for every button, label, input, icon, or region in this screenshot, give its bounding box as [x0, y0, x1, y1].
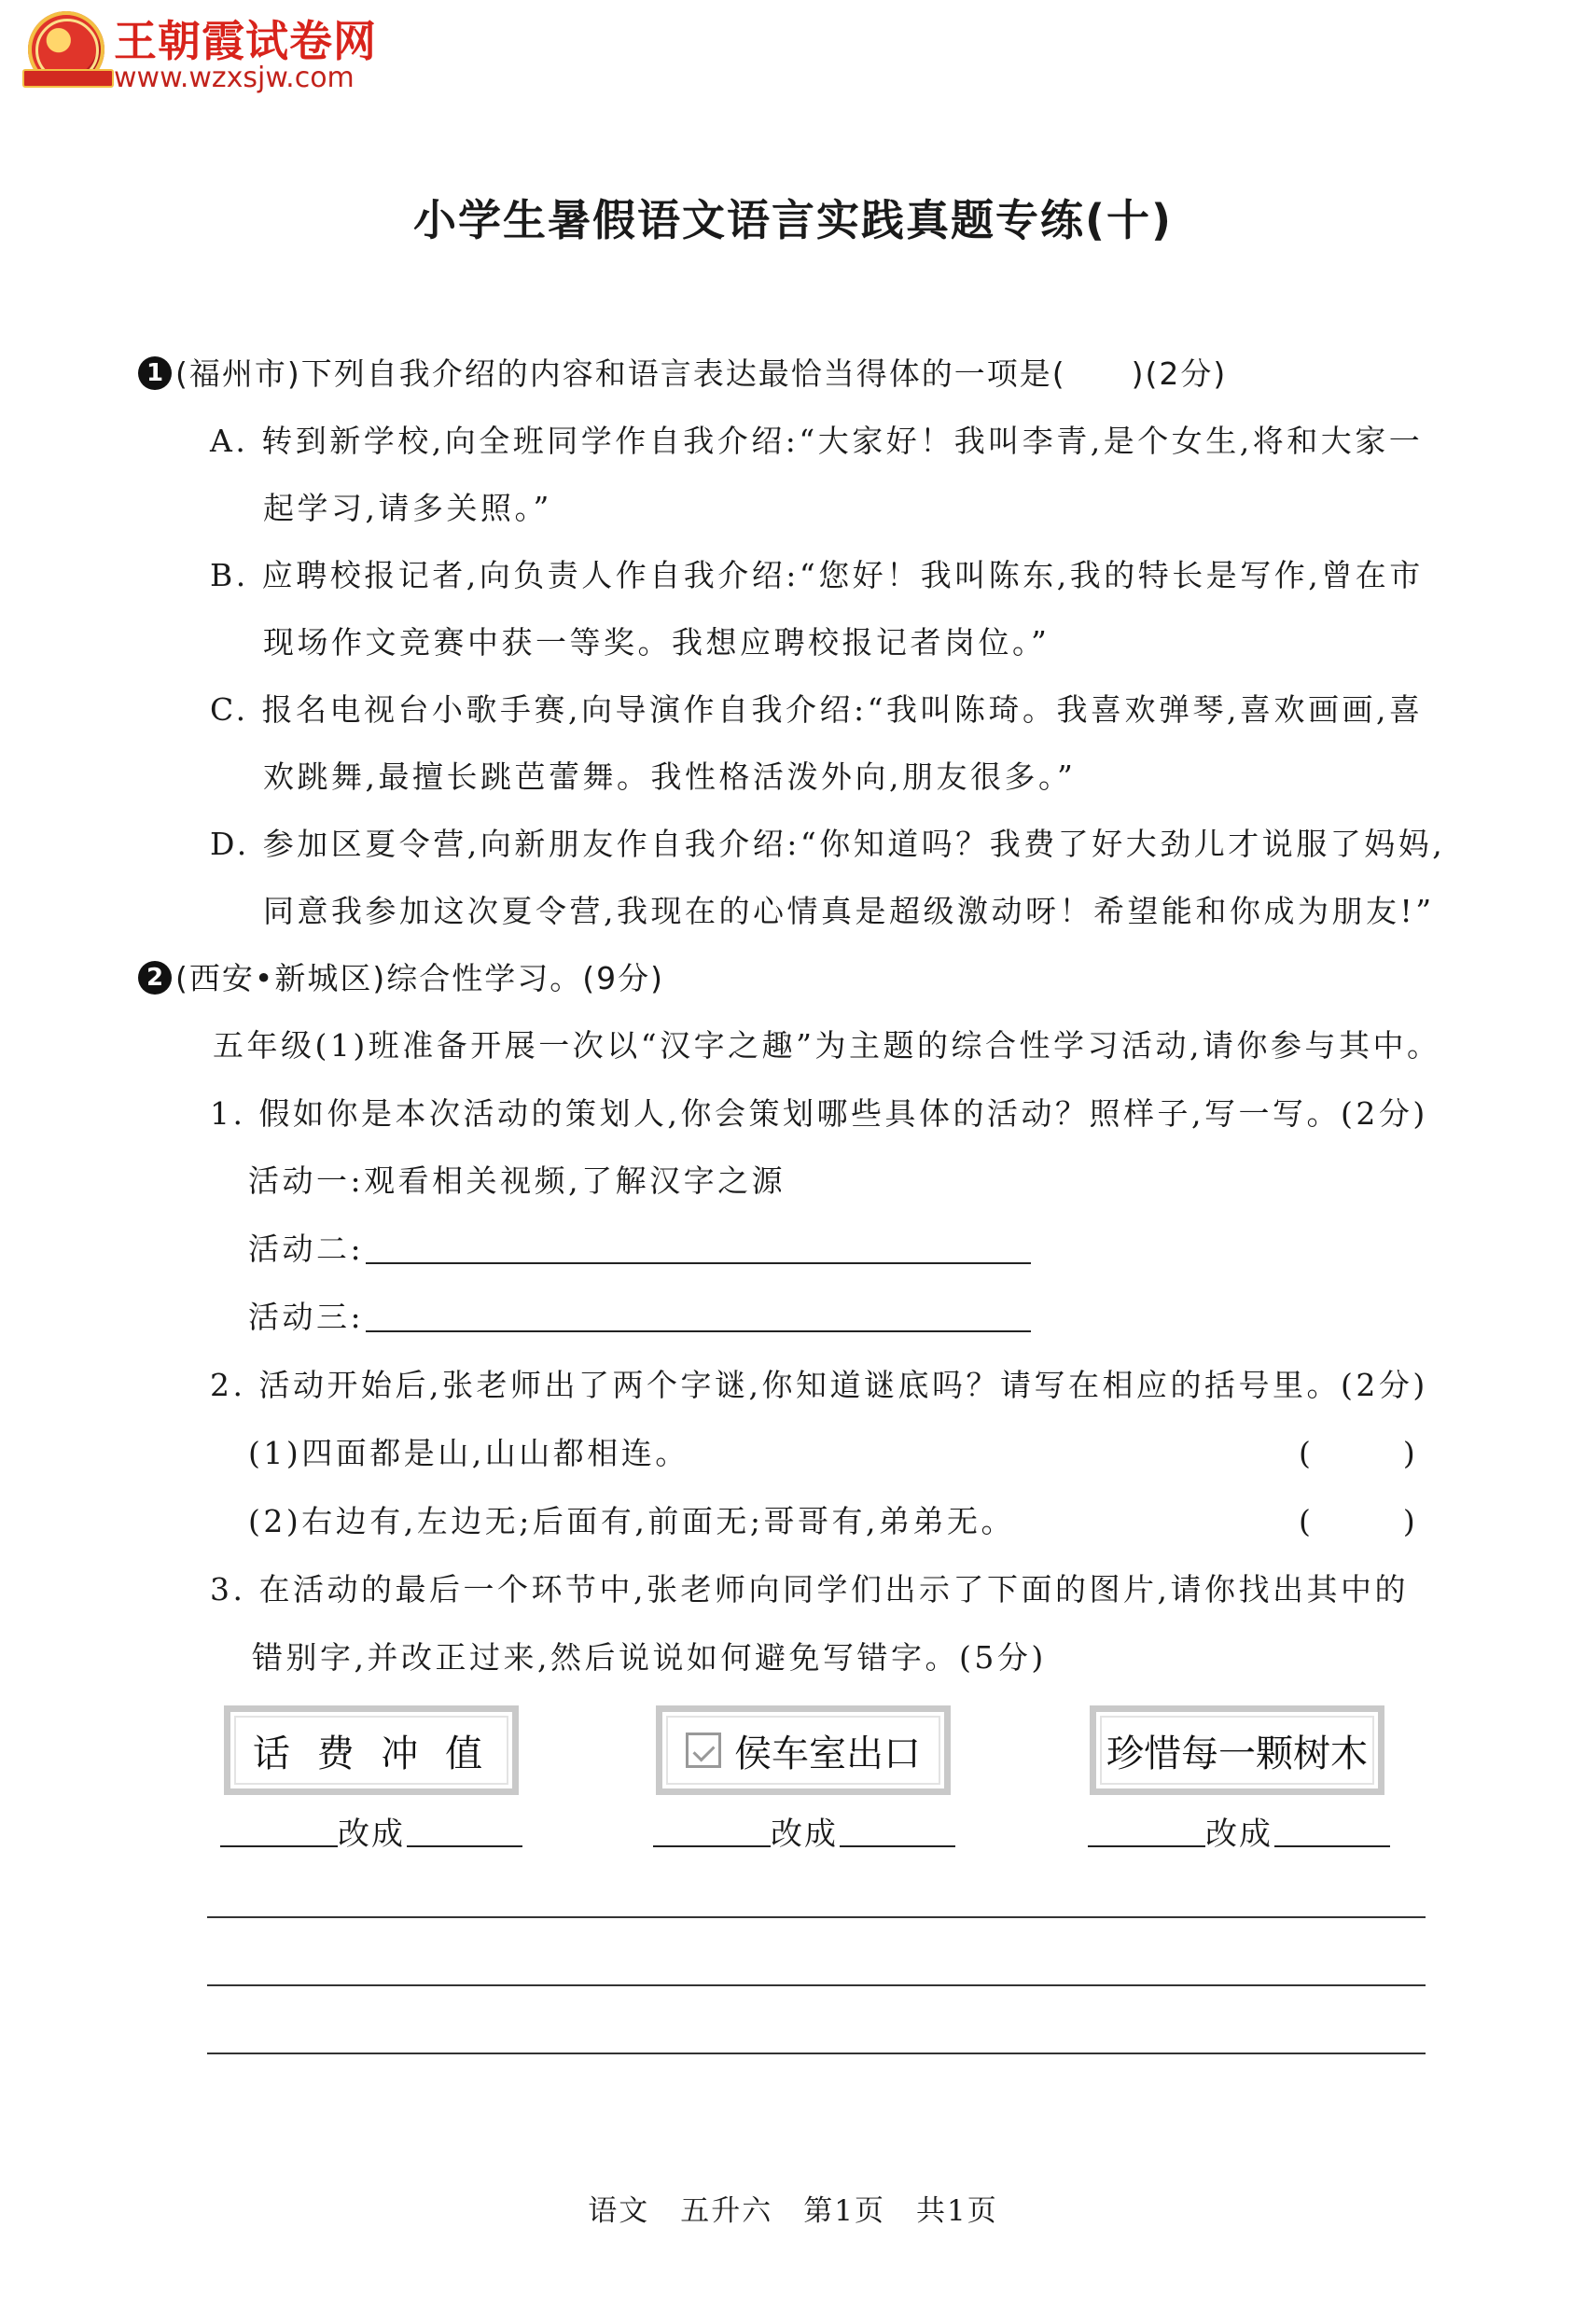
change-to-label: 改成 [1205, 1816, 1273, 1853]
card-1-wrong-char-blank[interactable] [220, 1845, 338, 1847]
sign-card-cherish-trees [1090, 1705, 1384, 1795]
card-1-correct-char-blank[interactable] [407, 1845, 522, 1847]
activity-3-answer-blank[interactable] [366, 1330, 1031, 1332]
option-b-line1: B. 应聘校报记者,向负责人作自我介绍:“您好！我叫陈东,我的特长是写作,曾在市 [210, 557, 1424, 593]
page-footer: 语文 五升六 第1页 共1页 [588, 2194, 998, 2228]
brand-url[interactable]: www.wzxsjw.com [114, 62, 355, 94]
card-2-correct-char-blank[interactable] [840, 1845, 955, 1847]
option-c-line2: 欢跳舞,最擅长跳芭蕾舞。我性格活泼外向,朋友很多。” [263, 758, 1077, 795]
change-to-label: 改成 [338, 1816, 405, 1853]
answer-line-2[interactable] [207, 1984, 1426, 1986]
option-d-line2: 同意我参加这次夏令营,我现在的心情真是超级激动呀！希望能和你成为朋友!” [263, 893, 1435, 929]
brand-name: 王朝霞试卷网 [114, 16, 377, 66]
activity-2-answer-blank[interactable] [366, 1262, 1031, 1264]
sign-card-waiting-room-exit [656, 1705, 951, 1795]
answer-line-3[interactable] [207, 2053, 1426, 2054]
option-a-line2: 起学习,请多关照。” [263, 490, 552, 526]
question-2-intro: 五年级(1)班准备开展一次以“汉字之趣”为主题的综合性学习活动,请你参与其中。 [213, 1027, 1441, 1064]
change-to-label: 改成 [771, 1816, 838, 1853]
option-c-line1: C. 报名电视台小歌手赛,向导演作自我介绍:“我叫陈琦。我喜欢弹琴,喜欢画画,喜 [210, 691, 1424, 728]
riddle-2-answer-parens[interactable]: ( ) [1299, 1503, 1415, 1539]
question-2-stem [138, 954, 664, 998]
seal-logo-icon [28, 11, 104, 88]
sign-card-text: 话 费 冲 值 [252, 1732, 491, 1775]
sign-card-text: 侯车室出口 [734, 1732, 921, 1775]
option-b-line2: 现场作文竞赛中获一等奖。我想应聘校报记者岗位。” [263, 624, 1050, 661]
riddle-1-answer-parens[interactable]: ( ) [1299, 1435, 1415, 1471]
question-number-badge: 2 [138, 961, 172, 995]
activity-1-example: 活动一:观看相关视频,了解汉字之源 [248, 1162, 786, 1199]
sub-question-3-line2: 错别字,并改正过来,然后说说如何避免写错字。(5分) [252, 1639, 1047, 1676]
riddle-1: (1)四面都是山,山山都相连。 [248, 1435, 689, 1471]
sub-question-1: 1. 假如你是本次活动的策划人,你会策划哪些具体的活动？照样子,写一写。(2分) [210, 1095, 1428, 1132]
riddle-2: (2)右边有,左边无;后面有,前面无;哥哥有,弟弟无。 [248, 1503, 1015, 1539]
exit-door-icon [686, 1733, 721, 1768]
activity-3-label: 活动三: [248, 1299, 365, 1335]
option-d-line1: D. 参加区夏令营,向新朋友作自我介绍:“你知道吗？我费了好大劲儿才说服了妈妈, [210, 826, 1446, 862]
card-3-correct-char-blank[interactable] [1274, 1845, 1390, 1847]
page-title: 小学生暑假语文语言实践真题专练(十) [412, 195, 1174, 245]
sign-card-phone-recharge [224, 1705, 519, 1795]
card-2-wrong-char-blank[interactable] [653, 1845, 771, 1847]
sub-question-2: 2. 活动开始后,张老师出了两个字谜,你知道谜底吗？请写在相应的括号里。(2分) [210, 1367, 1428, 1403]
sign-card-text: 珍惜每一颗树木 [1106, 1732, 1368, 1775]
question-number-badge: 1 [138, 356, 172, 390]
activity-2-label: 活动二: [248, 1231, 365, 1267]
option-a-line1: A. 转到新学校,向全班同学作自我介绍:“大家好！我叫李青,是个女生,将和大家一 [210, 423, 1424, 459]
answer-line-1[interactable] [207, 1916, 1426, 1918]
question-1-text: (福州市)下列自我介绍的内容和语言表达最恰当得体的一项是( )(2分) [175, 355, 1228, 392]
card-3-wrong-char-blank[interactable] [1088, 1845, 1205, 1847]
question-1-stem [138, 350, 1227, 394]
question-2-text: (西安•新城区)综合性学习。(9分) [175, 960, 664, 996]
sub-question-3-line1: 3. 在活动的最后一个环节中,张老师向同学们出示了下面的图片,请你找出其中的 [210, 1571, 1409, 1607]
